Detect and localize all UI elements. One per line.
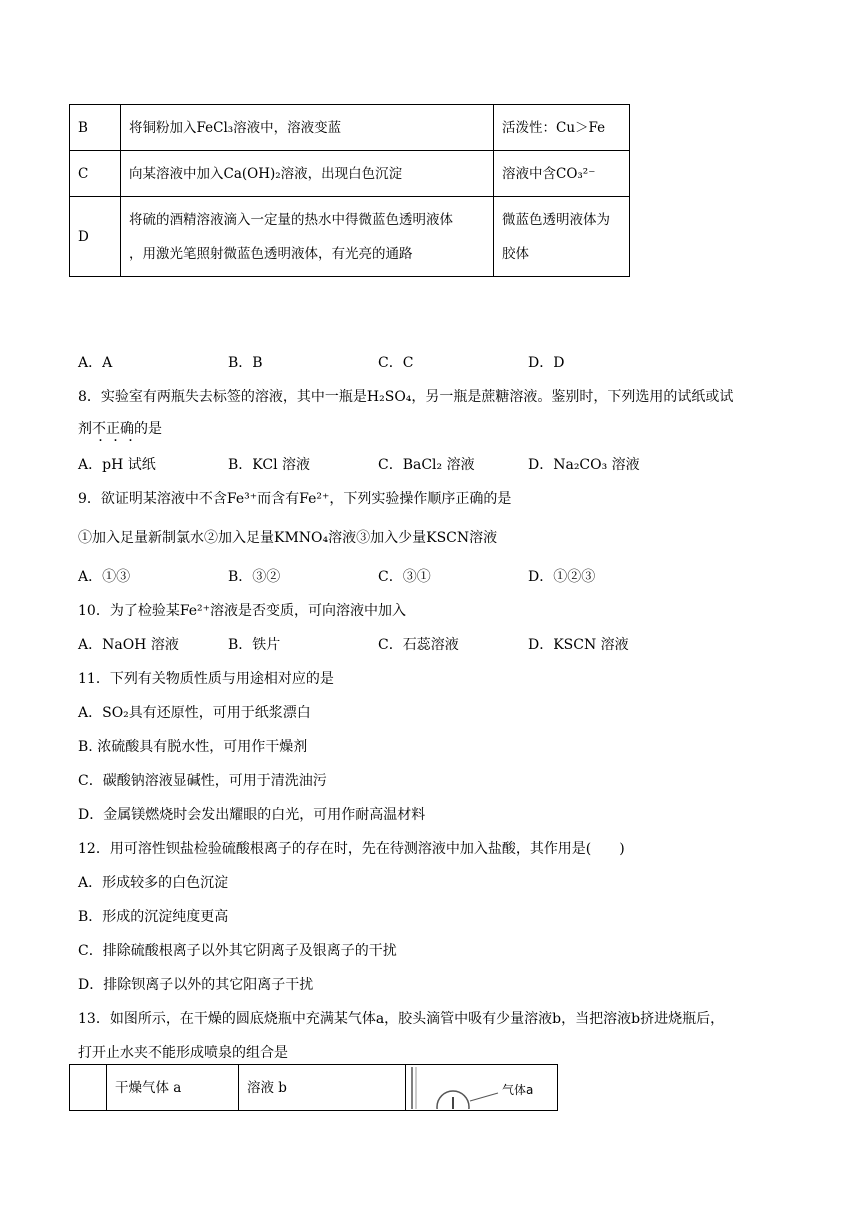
row-experiment <box>121 197 494 277</box>
q13-header-a: 干燥气体 a <box>107 1065 239 1111</box>
conclusion-line: 胶体 <box>502 245 529 262</box>
q7-option-c[interactable]: C．C <box>378 355 414 371</box>
q8-stem: 8．实验室有两瓶失去标签的溶液，其中一瓶是H₂SO₄，另一瓶是蔗糖溶液。鉴别时，下列选用的试纸或试 <box>78 389 734 405</box>
q9-option-a[interactable]: A．①③ <box>78 569 131 585</box>
q7-table <box>69 104 630 277</box>
q12-option-b[interactable]: B．形成的沉淀纯度更高 <box>78 909 229 925</box>
q7-option-b[interactable]: B．B <box>228 355 263 371</box>
q7-option-d[interactable]: D．D <box>528 355 565 371</box>
conclusion-line: 微蓝色透明液体为 <box>502 211 610 228</box>
experiment-line: ，用激光笔照射微蓝色透明液体，有光亮的通路 <box>129 245 413 262</box>
row-label: C <box>70 151 121 197</box>
q12-option-c[interactable]: C．排除硫酸根离子以外其它阴离子及银离子的干扰 <box>78 943 397 959</box>
q11-option-d[interactable]: D．金属镁燃烧时会发出耀眼的白光，可用作耐高温材料 <box>78 807 426 823</box>
q13-stem: 13．如图所示，在干燥的圆底烧瓶中充满某气体a，胶头滴管中吸有少量溶液b，当把溶液b挤进烧瓶后， <box>78 1011 725 1027</box>
row-conclusion: 活泼性：Cu＞Fe <box>494 105 630 151</box>
q11-stem: 11．下列有关物质性质与用途相对应的是 <box>78 671 334 687</box>
flask-figure <box>408 1067 556 1109</box>
q11-option-a[interactable]: A．SO₂具有还原性，可用于纸浆漂白 <box>78 705 311 721</box>
q13-stem-cont: 打开止水夹不能形成喷泉的组合是 <box>78 1045 288 1061</box>
q12-option-d[interactable]: D．排除钡离子以外的其它阳离子干扰 <box>78 977 314 993</box>
q10-option-c[interactable]: C．石蕊溶液 <box>378 637 459 653</box>
row-conclusion: 溶液中含CO₃²⁻ <box>494 151 630 197</box>
q9-stem: 9．欲证明某溶液中不含Fe³⁺而含有Fe²⁺，下列实验操作顺序正确的是 <box>78 491 512 507</box>
q10-option-d[interactable]: D．KSCN 溶液 <box>528 637 629 653</box>
q12-option-a[interactable]: A．形成较多的白色沉淀 <box>78 875 229 891</box>
q8-stem-cont: 剂不正确的是 <box>78 421 162 437</box>
q13-header-b: 溶液 b <box>239 1065 406 1111</box>
q7-option-a[interactable]: A．A <box>78 355 113 371</box>
q13-blank-cell <box>70 1065 107 1111</box>
q8-option-c[interactable]: C．BaCl₂ 溶液 <box>378 457 475 473</box>
q9-option-c[interactable]: C．③① <box>378 569 431 585</box>
q9-option-b[interactable]: B．③② <box>228 569 281 585</box>
q8-option-b[interactable]: B．KCl 溶液 <box>228 457 311 473</box>
q8-option-d[interactable]: D．Na₂CO₃ 溶液 <box>528 457 640 473</box>
q11-option-b[interactable]: B. 浓硫酸具有脱水性，可用作干燥剂 <box>78 739 308 755</box>
q11-option-c[interactable]: C．碳酸钠溶液显碱性，可用于清洗油污 <box>78 773 327 789</box>
figure-label-gas-a: 气体a <box>502 1083 534 1097</box>
row-label: D <box>70 197 121 277</box>
row-experiment: 将铜粉加入FeCl₃溶液中，溶液变蓝 <box>121 105 494 151</box>
q10-option-b[interactable]: B．铁片 <box>228 637 281 653</box>
q12-stem: 12．用可溶性钡盐检验硫酸根离子的存在时，先在待测溶液中加入盐酸，其作用是( ) <box>78 841 625 857</box>
flask-diagram <box>408 1067 556 1109</box>
row-experiment: 向某溶液中加入Ca(OH)₂溶液，出现白色沉淀 <box>121 151 494 197</box>
experiment-line: 将硫的酒精溶液滴入一定量的热水中得微蓝色透明液体 <box>129 211 453 228</box>
row-conclusion <box>494 197 630 277</box>
row-label: B <box>70 105 121 151</box>
q8-option-a[interactable]: A．pH 试纸 <box>78 457 156 473</box>
q9-steps: ①加入足量新制氯水②加入足量KMNO₄溶液③加入少量KSCN溶液 <box>78 530 498 546</box>
emphasis-dots: ･･･ <box>98 436 143 447</box>
q9-option-d[interactable]: D．①②③ <box>528 569 596 585</box>
q10-option-a[interactable]: A．NaOH 溶液 <box>78 637 179 653</box>
q10-stem: 10．为了检验某Fe²⁺溶液是否变质，可向溶液中加入 <box>78 603 407 619</box>
